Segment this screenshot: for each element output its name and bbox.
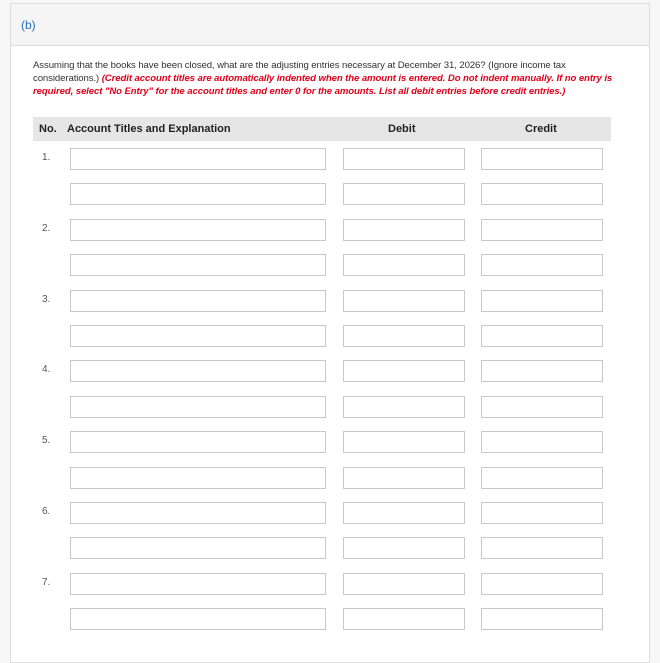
- credit-input[interactable]: [481, 148, 603, 170]
- credit-input[interactable]: [481, 360, 603, 382]
- debit-input[interactable]: [343, 537, 465, 559]
- header-account-titles: Account Titles and Explanation: [67, 123, 231, 135]
- account-title-input[interactable]: [70, 608, 326, 630]
- debit-input[interactable]: [343, 502, 465, 524]
- header-credit: Credit: [525, 123, 557, 135]
- journal-entry-row: [11, 290, 651, 312]
- entry-number: 7.: [42, 577, 51, 588]
- header-debit: Debit: [388, 123, 416, 135]
- question-text: [33, 59, 633, 98]
- credit-input[interactable]: [481, 219, 603, 241]
- credit-input[interactable]: [481, 325, 603, 347]
- entry-number: 1.: [42, 152, 51, 163]
- account-title-input[interactable]: [70, 325, 326, 347]
- debit-input[interactable]: [343, 290, 465, 312]
- debit-input[interactable]: [343, 219, 465, 241]
- credit-input[interactable]: [481, 467, 603, 489]
- debit-input[interactable]: [343, 573, 465, 595]
- panel-header: [11, 4, 649, 46]
- credit-input[interactable]: [481, 431, 603, 453]
- credit-input[interactable]: [481, 573, 603, 595]
- account-title-input[interactable]: [70, 148, 326, 170]
- credit-input[interactable]: [481, 502, 603, 524]
- debit-input[interactable]: [343, 608, 465, 630]
- question-panel: [10, 3, 650, 663]
- debit-input[interactable]: [343, 431, 465, 453]
- journal-entry-row: [11, 325, 651, 347]
- debit-input[interactable]: [343, 325, 465, 347]
- journal-table-header: [33, 117, 611, 141]
- account-title-input[interactable]: [70, 431, 326, 453]
- debit-input[interactable]: [343, 183, 465, 205]
- entry-number: 5.: [42, 435, 51, 446]
- journal-entry-row: [11, 219, 651, 241]
- account-title-input[interactable]: [70, 290, 326, 312]
- journal-entry-row: [11, 254, 651, 276]
- journal-entry-row: [11, 502, 651, 524]
- credit-input[interactable]: [481, 290, 603, 312]
- credit-input[interactable]: [481, 537, 603, 559]
- debit-input[interactable]: [343, 148, 465, 170]
- credit-input[interactable]: [481, 254, 603, 276]
- entry-number: 3.: [42, 294, 51, 305]
- journal-entry-row: [11, 183, 651, 205]
- journal-entry-row: [11, 573, 651, 595]
- journal-entry-row: [11, 431, 651, 453]
- account-title-input[interactable]: [70, 183, 326, 205]
- account-title-input[interactable]: [70, 573, 326, 595]
- account-title-input[interactable]: [70, 254, 326, 276]
- journal-entry-row: [11, 148, 651, 170]
- account-title-input[interactable]: [70, 502, 326, 524]
- journal-entry-row: [11, 537, 651, 559]
- credit-input[interactable]: [481, 183, 603, 205]
- account-title-input[interactable]: [70, 396, 326, 418]
- question-prompt: Assuming that the books have been closed, what are the adjusting entries necessary at December 31, 2026? (Ignore income tax considerations.): [33, 60, 566, 84]
- credit-input[interactable]: [481, 396, 603, 418]
- debit-input[interactable]: [343, 396, 465, 418]
- credit-input[interactable]: [481, 608, 603, 630]
- journal-entry-row: [11, 396, 651, 418]
- debit-input[interactable]: [343, 360, 465, 382]
- entry-number: 4.: [42, 364, 51, 375]
- debit-input[interactable]: [343, 467, 465, 489]
- journal-entry-row: [11, 360, 651, 382]
- account-title-input[interactable]: [70, 467, 326, 489]
- entry-number: 6.: [42, 506, 51, 517]
- account-title-input[interactable]: [70, 219, 326, 241]
- part-b-link[interactable]: (b): [21, 18, 36, 32]
- entry-number: 2.: [42, 223, 51, 234]
- header-no: No.: [39, 123, 57, 135]
- account-title-input[interactable]: [70, 360, 326, 382]
- journal-entry-row: [11, 467, 651, 489]
- account-title-input[interactable]: [70, 537, 326, 559]
- question-instructions: (Credit account titles are automatically indented when the amount is entered. Do not indent manually. If no entry is required, select "No Entry" for the account titles and enter 0 for the amounts. List all debit entries before credit entries.): [33, 73, 613, 97]
- debit-input[interactable]: [343, 254, 465, 276]
- journal-entry-row: [11, 608, 651, 630]
